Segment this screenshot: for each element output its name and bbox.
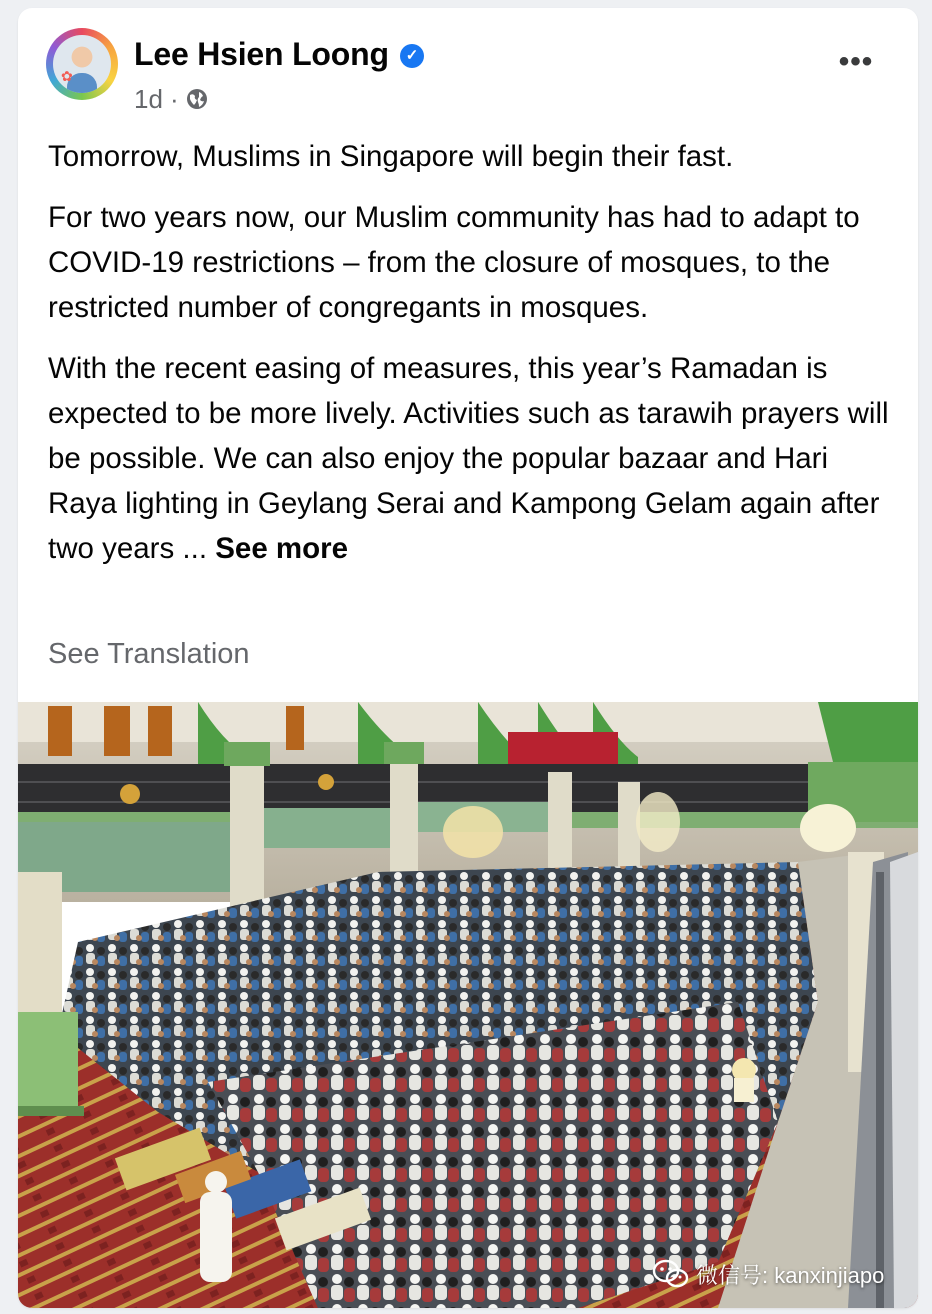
see-translation-link[interactable]: See Translation	[48, 638, 250, 670]
post-header	[18, 8, 918, 128]
post-paragraph-3-text: With the recent easing of measures, this year’s Ramadan is expected to be more lively. Activities such as tarawih prayers will be possible. We can also enjoy the popular bazaar and Hari Raya lighting in Geylang Serai and Kampong Gelam again after two years ...	[48, 352, 889, 565]
post-paragraph-1: Tomorrow, Muslims in Singapore will begin their fast.	[48, 140, 734, 173]
post-paragraph-3	[48, 346, 898, 571]
meta-separator: ·	[170, 84, 179, 114]
post-paragraph-2: For two years now, our Muslim community has had to adapt to COVID-19 restrictions – from the closure of mosques, to the restricted number of congregants in mosques.	[48, 201, 860, 324]
author-avatar[interactable]	[46, 28, 118, 100]
post-text	[48, 134, 898, 587]
more-options-icon[interactable]: •••	[838, 45, 874, 78]
watermark-text: 微信号: kanxinjiapo	[696, 1262, 885, 1288]
globe-icon[interactable]	[186, 88, 208, 110]
wechat-watermark	[652, 1254, 884, 1294]
avatar-logo-icon: ✿	[61, 68, 73, 84]
author-name[interactable]: Lee Hsien Loong	[134, 36, 389, 72]
see-more-link[interactable]: See more	[215, 532, 349, 565]
post-timestamp[interactable]: 1d	[134, 84, 163, 114]
mosque-prayer-photo	[18, 702, 918, 1308]
avatar-portrait	[53, 35, 111, 93]
post-card	[18, 8, 918, 1308]
verified-badge-icon: ✓	[400, 44, 424, 68]
wechat-icon	[652, 1259, 690, 1289]
post-photo[interactable]	[18, 702, 918, 1308]
